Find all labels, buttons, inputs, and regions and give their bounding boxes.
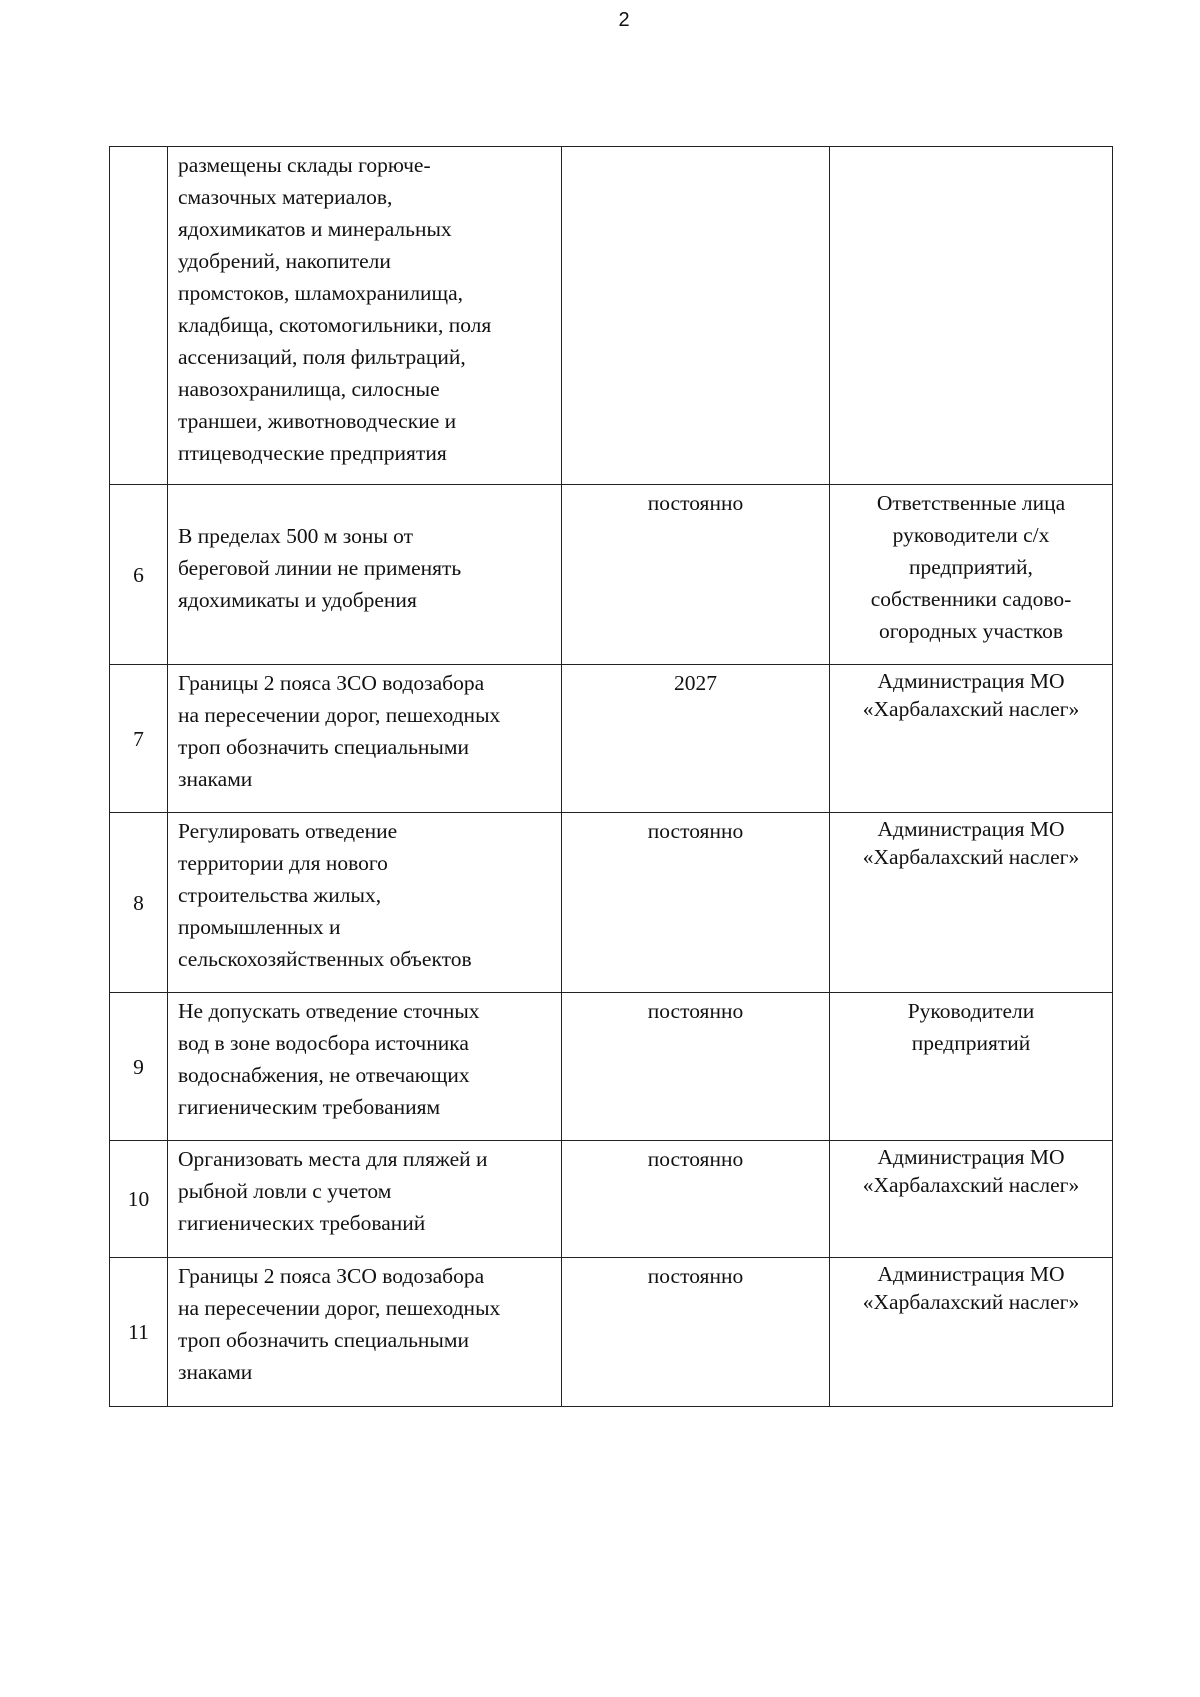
description-line: Границы 2 пояса ЗСО водозабора [178,1264,485,1288]
description-line: В пределах 500 м зоны от [178,523,414,548]
row-number: 8 [110,813,168,993]
responsible-line: собственники садово- [870,587,1072,611]
measure-description [168,485,562,665]
responsible-line: Администрация МО [877,1262,1065,1286]
table-row [110,1258,1113,1407]
page-number: 2 [618,9,630,31]
table-row [110,147,1113,485]
description-line: ядохимикаты и удобрения [178,587,417,612]
term-cell: постоянно [562,813,830,993]
responsible-line: «Харбалахский наслег» [862,1173,1080,1197]
description-line: Организовать места для пляжей и [178,1147,488,1171]
description-line: кладбища, скотомогильники, поля [178,313,492,337]
table-row [110,813,1113,993]
description-line: троп обозначить специальными [178,1328,469,1352]
responsible-cell [830,485,1113,665]
row-number: 11 [110,1258,168,1407]
measures-table [109,146,1113,1407]
description-line: знаками [178,767,253,791]
table-row [110,665,1113,813]
description-line: удобрений, накопители [178,249,391,273]
description-line: размещены склады горюче- [178,153,431,177]
measure-description [168,665,562,813]
description-line: Границы 2 пояса ЗСО водозабора [178,671,485,695]
description-line: Регулировать отведение [178,819,398,843]
responsible-line: Администрация МО [877,817,1065,841]
measure-description [168,993,562,1141]
description-line: смазочных материалов, [178,185,393,209]
responsible-cell [830,1141,1113,1258]
description-line: ассенизаций, поля фильтраций, [178,345,466,369]
row-number: 6 [110,485,168,665]
description-line: рыбной ловли с учетом [178,1179,392,1203]
responsible-line: предприятий, [909,555,1033,579]
term-cell: постоянно [562,1141,830,1258]
description-line: промстоков, шламохранилища, [178,281,464,305]
description-line: водоснабжения, не отвечающих [178,1063,470,1087]
description-line: на пересечении дорог, пешеходных [178,1296,501,1320]
responsible-line: «Харбалахский наслег» [862,845,1080,869]
description-line: гигиеническим требованиям [178,1095,441,1119]
row-number: 10 [110,1141,168,1258]
row-number [110,147,168,485]
table-row [110,1141,1113,1258]
term-cell [562,147,830,485]
responsible-line: Администрация МО [877,1145,1065,1169]
description-line: территории для нового [178,851,388,875]
row-number: 9 [110,993,168,1141]
description-line: вод в зоне водосбора источника [178,1031,469,1055]
description-line: птицеводческие предприятия [178,441,447,465]
description-line: знаками [178,1360,253,1384]
responsible-line: руководители с/х [892,523,1050,547]
description-line: гигиенических требований [178,1211,426,1235]
row-number: 7 [110,665,168,813]
responsible-line: предприятий [911,1031,1031,1055]
responsible-cell [830,813,1113,993]
responsible-line: огородных участков [879,619,1063,643]
description-line: на пересечении дорог, пешеходных [178,703,501,727]
measure-description [168,813,562,993]
responsible-line: «Харбалахский наслег» [862,1290,1080,1314]
description-line: строительства жилых, [178,883,382,907]
term-cell: постоянно [562,485,830,665]
description-line: береговой линии не применять [178,555,462,580]
responsible-cell [830,147,1113,485]
responsible-line: Руководители [907,999,1035,1023]
term-cell: постоянно [562,1258,830,1407]
measure-description [168,1141,562,1258]
responsible-line: Ответственные лица [876,491,1066,515]
description-line: троп обозначить специальными [178,735,469,759]
responsible-line: «Харбалахский наслег» [862,697,1080,721]
responsible-cell [830,993,1113,1141]
description-line: промышленных и [178,915,341,939]
term-cell: постоянно [562,993,830,1141]
table-row [110,485,1113,665]
description-line: навозохранилища, силосные [178,377,440,401]
table-row [110,993,1113,1141]
measure-description [168,1258,562,1407]
responsible-cell [830,1258,1113,1407]
description-line: траншеи, животноводческие и [178,409,457,433]
term-cell: 2027 [562,665,830,813]
measure-description [168,147,562,485]
description-line: ядохимикатов и минеральных [178,217,452,241]
description-line: сельскохозяйственных объектов [178,947,472,971]
responsible-cell [830,665,1113,813]
responsible-line: Администрация МО [877,669,1065,693]
description-line: Не допускать отведение сточных [178,999,480,1023]
